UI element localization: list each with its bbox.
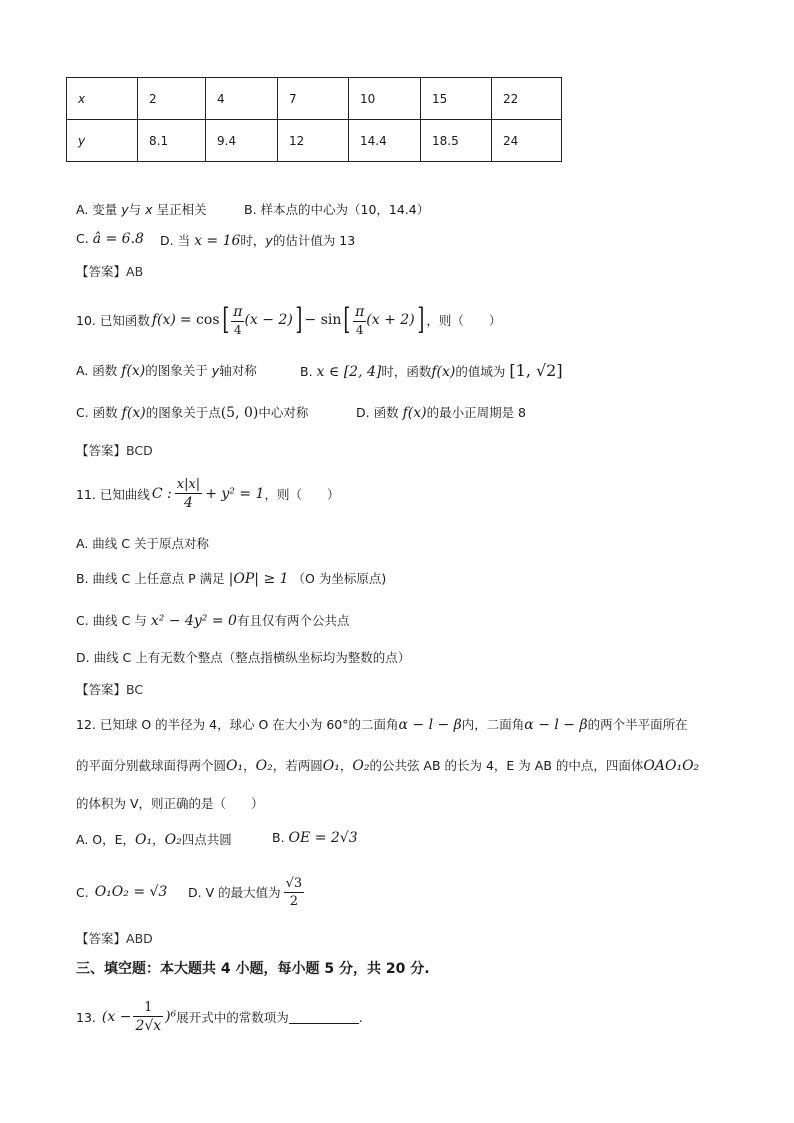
table-cell: x: [67, 78, 138, 120]
table-cell: 12: [278, 120, 349, 162]
table-cell: 4: [206, 78, 278, 120]
q12-option-d: D. V 的最大值为 $\frac{√3}{2}$: [188, 875, 303, 909]
q12-stem-line3: 的体积为 V，则正确的是（ ）: [76, 796, 264, 811]
table-cell: y: [67, 120, 138, 162]
table-cell: 2: [138, 78, 206, 120]
table-cell: 7: [278, 78, 349, 120]
q12-answer: 【答案】ABD: [76, 931, 153, 946]
q9-option-b: B. 样本点的中心为（10，14.4）: [244, 202, 430, 217]
table-cell: 18.5: [421, 120, 492, 162]
q9-option-c: C. â = 6.8: [76, 231, 144, 247]
table-cell: 22: [492, 78, 562, 120]
q9-answer: 【答案】AB: [76, 264, 144, 279]
section-heading: 三、填空题：本大题共 4 小题，每小题 5 分，共 20 分.: [76, 961, 430, 977]
q11-option-d: D. 曲线 C 上有无数个整点（整点指横纵坐标均为整数的点）: [76, 650, 411, 665]
q12-stem-line2: 的平面分别截球面得两个圆O₁，O₂，若两圆O₁，O₂的公共弦 AB 的长为 4，E 为 AB 的中点，四面体OAO₁O₂: [76, 758, 700, 774]
q11-stem: 11. 已知曲线 C : $\frac{x|x|}{4}$ + y² = 1 ，则（ ）: [76, 477, 340, 511]
data-table: [66, 77, 562, 162]
table-cell: 24: [492, 120, 562, 162]
q11-option-b: B. 曲线 C 上任意点 P 满足 |OP| ≥ 1 （O 为坐标原点): [76, 571, 387, 587]
q10-stem: 10. 已知函数 f(x) = cos [ $\frac{\pi}{4}$ (x − 2) ] − sin [ $\frac{\pi}{4}$ (x + 2) ] ，则（ ）: [76, 302, 502, 337]
table-row: [67, 78, 562, 120]
q11-answer: 【答案】BC: [76, 682, 144, 697]
q10-answer: 【答案】BCD: [76, 443, 153, 458]
q9-option-a: A. 变量 y与 x 呈正相关: [76, 202, 207, 217]
table-cell: 15: [421, 78, 492, 120]
q12-option-a: A. O，E，O₁，O₂四点共圆: [76, 832, 232, 848]
answer-blank[interactable]: [289, 1011, 359, 1024]
table-cell: 14.4: [349, 120, 421, 162]
q12-option-b: B. OE = 2√3: [272, 830, 358, 846]
table-cell: 9.4: [206, 120, 278, 162]
table-cell: 8.1: [138, 120, 206, 162]
table-row: [67, 120, 562, 162]
q10-option-d: D. 函数 f(x)的最小正周期是 8: [356, 405, 527, 421]
q12-stem-line1: 12. 已知球 O 的半径为 4，球心 O 在大小为 60°的二面角α − l − β内，二面角α − l − β的两个半平面所在: [76, 717, 688, 733]
q10-option-c: C. 函数 f(x)的图象关于点(5, 0)中心对称: [76, 405, 309, 421]
q10-option-a: A. 函数 f(x)的图象关于 y轴对称: [76, 363, 257, 379]
q9-option-d: D. 当 x = 16时，y的估计值为 13: [160, 233, 356, 249]
q10-option-b: B. x ∈ [2, 4]时，函数f(x)的值域为 [1, √2]: [300, 361, 563, 380]
q11-option-c: C. 曲线 C 与 x² − 4y² = 0有且仅有两个公共点: [76, 613, 350, 629]
q11-option-a: A. 曲线 C 关于原点对称: [76, 536, 209, 551]
q12-option-c: C. O₁O₂ = √3: [76, 884, 168, 900]
q13-stem: 13. (x − $\frac{1}{2√x}$ )⁶ 展开式中的常数项为 .: [76, 1000, 363, 1034]
table-cell: 10: [349, 78, 421, 120]
